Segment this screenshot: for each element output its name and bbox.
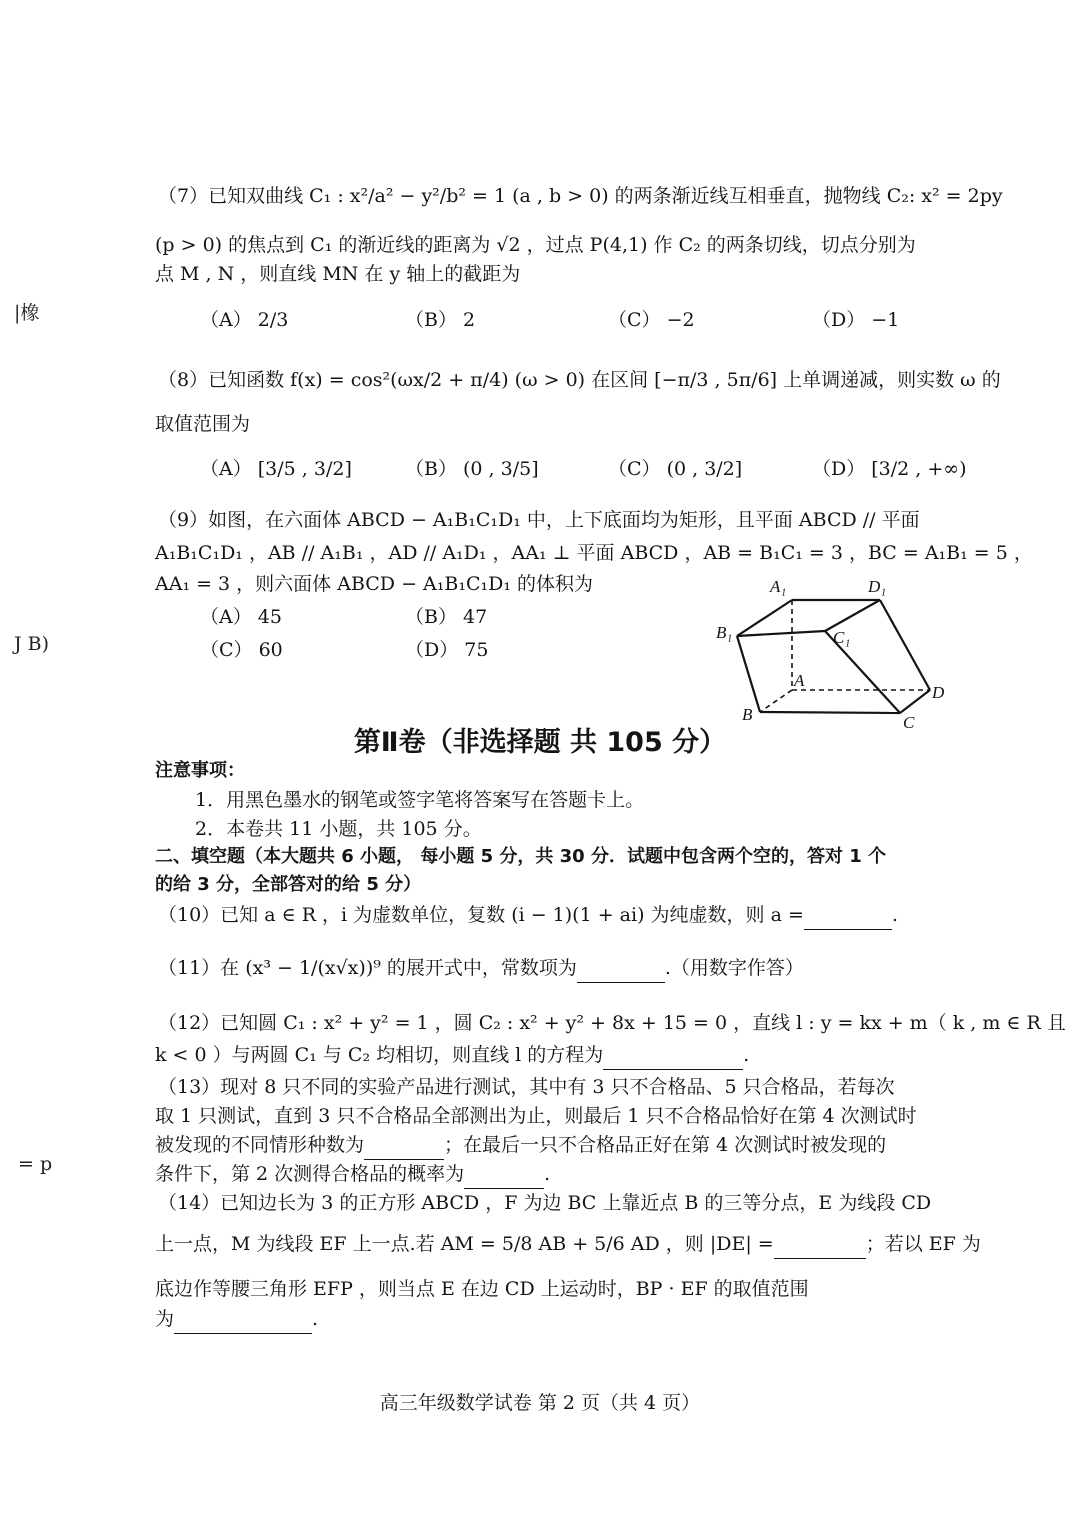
label-d: D xyxy=(932,683,945,702)
q9-line2: A₁B₁C₁D₁ ，AB // A₁B₁ ，AD // A₁D₁ ，AA₁ ⊥ 平面 ABCD ，AB = B₁C₁ = 3 ，BC = A₁B₁ = 5 ， xyxy=(155,542,1033,564)
margin-note-1: |橡 xyxy=(14,302,40,324)
q12-line2 xyxy=(155,1041,749,1070)
q9-choice-d: （D） 75 xyxy=(405,639,489,661)
q14-end: . xyxy=(312,1308,319,1330)
q8-choice-c: （C） (0 , 3/2] xyxy=(608,458,743,480)
label-a1: A₁ xyxy=(770,577,787,596)
label-d1: D₁ xyxy=(868,577,887,596)
notice-title: 注意事项： xyxy=(155,760,245,781)
q9-choice-c: （C） 60 xyxy=(200,639,283,661)
label-b: B xyxy=(742,705,753,724)
q12-end: . xyxy=(743,1044,750,1066)
q13-line1: （13）现对 8 只不同的实验产品进行测试，其中有 3 只不合格品、5 只合格品，若每次 xyxy=(158,1076,895,1098)
part2-title: 第Ⅱ卷（非选择题 共 105 分） xyxy=(353,727,727,758)
edge-b1-c1 xyxy=(737,631,825,636)
q14-line2a: 上一点，M 为线段 EF 上一点.若 AM = 5/8 AB + 5/6 AD ，则 |DE| = xyxy=(155,1233,774,1255)
q9-choice-a: （A） 45 xyxy=(200,606,282,628)
q8-line2: 取值范围为 xyxy=(155,413,251,435)
q7-line3: 点 M , N ，则直线 MN 在 y 轴上的截距为 xyxy=(155,263,521,285)
q14-line2b: ；若以 EF 为 xyxy=(865,1233,981,1255)
edge-b1-b xyxy=(737,636,760,712)
edge-d1-d xyxy=(880,600,930,690)
edge-a-b-hidden xyxy=(760,690,792,712)
q8-line1: （8）已知函数 f(x) = cos²(ωx/2 + π/4) (ω > 0) 在区间 [−π/3 , 5π/6] 上单调递减，则实数 ω 的 xyxy=(158,369,1001,391)
edge-b-c xyxy=(760,712,900,713)
q11-end: .（用数字作答） xyxy=(664,957,804,979)
section-heading-line1: 二、填空题（本大题共 6 小题， 每小题 5 分，共 30 分．试题中包含两个空的，答对 1 个 xyxy=(155,846,887,867)
label-c: C xyxy=(903,713,915,732)
q10-text: （10）已知 a ∈ R ，i 为虚数单位，复数 (i − 1)(1 + ai) 为纯虚数，则 a = xyxy=(158,904,804,926)
q7-line2: (p > 0) 的焦点到 C₁ 的渐近线的距离为 √2 ，过点 P(4,1) 作 C₂ 的两条切线，切点分别为 xyxy=(155,234,916,256)
notice-item-1: 1．用黑色墨水的钢笔或签字笔将答案写在答题卡上。 xyxy=(195,789,645,811)
q13-line4 xyxy=(155,1160,550,1189)
q10-answer-blank[interactable] xyxy=(804,901,892,930)
edge-a1-b1 xyxy=(737,600,792,636)
q13-answer-blank-2[interactable] xyxy=(464,1160,544,1189)
margin-note-3: = p xyxy=(18,1153,53,1175)
q7-line1: （7）已知双曲线 C₁ : x²/a² − y²/b² = 1 (a , b > 0) 的两条渐近线互相垂直，抛物线 C₂: x² = 2py xyxy=(158,185,1003,207)
q9-choice-b: （B） 47 xyxy=(405,606,488,628)
q13-end: . xyxy=(544,1163,551,1185)
q14-line4 xyxy=(155,1305,318,1334)
q10-line xyxy=(158,901,898,930)
q13-line2: 取 1 只测试，直到 3 只不合格品全部测出为止，则最后 1 只不合格品恰好在第 4 次测试时 xyxy=(155,1105,917,1127)
q13-answer-blank-1[interactable] xyxy=(364,1131,444,1160)
notice-item-2: 2．本卷共 11 小题，共 105 分。 xyxy=(195,818,482,840)
label-b1: B₁ xyxy=(716,623,733,642)
label-a: A xyxy=(794,671,805,690)
q7-choice-d: （D） −1 xyxy=(812,309,900,331)
q8-choice-a: （A） [3/5 , 3/2] xyxy=(200,458,352,480)
q14-answer-blank-2[interactable] xyxy=(174,1305,312,1334)
edge-c1-d1 xyxy=(825,600,880,631)
q14-line2 xyxy=(155,1230,981,1259)
page-footer: 高三年级数学试卷 第 2 页（共 4 页） xyxy=(379,1392,701,1414)
q13-line3b: ；在最后一只不合格品正好在第 4 次测试时被发现的 xyxy=(444,1134,887,1156)
q11-text: （11）在 (x³ − 1/(x√x))⁹ 的展开式中，常数项为 xyxy=(158,957,577,979)
q12-answer-blank[interactable] xyxy=(603,1041,743,1070)
q13-line3a: 被发现的不同情形种数为 xyxy=(155,1134,365,1156)
q14-line4a: 为 xyxy=(155,1308,175,1330)
q12-line1: （12）已知圆 C₁ : x² + y² = 1 ，圆 C₂ : x² + y² + 8x + 15 = 0 ，直线 l : y = kx + m（ k , m ∈ R 且 xyxy=(158,1012,1066,1034)
hexahedron-figure xyxy=(700,570,960,735)
q11-answer-blank[interactable] xyxy=(577,954,665,983)
q14-line1: （14）已知边长为 3 的正方形 ABCD ，F 为边 BC 上靠近点 B 的三等分点，E 为线段 CD xyxy=(158,1192,932,1214)
q10-end: . xyxy=(891,904,898,926)
q9-line3: AA₁ = 3 ，则六面体 ABCD − A₁B₁C₁D₁ 的体积为 xyxy=(155,573,593,595)
q8-choice-d: （D） [3/2 , +∞) xyxy=(812,458,967,480)
margin-note-2: J B) xyxy=(14,633,50,655)
section-heading-line2: 的给 3 分，全部答对的给 5 分） xyxy=(155,874,422,895)
q14-answer-blank-1[interactable] xyxy=(774,1230,866,1259)
edge-c-d xyxy=(900,690,930,713)
q13-line4a: 条件下，第 2 次测得合格品的概率为 xyxy=(155,1163,465,1185)
q14-line3: 底边作等腰三角形 EFP ，则当点 E 在边 CD 上运动时，BP · EF 的取值范围 xyxy=(155,1278,809,1300)
q13-line3 xyxy=(155,1131,886,1160)
q12-line2-text: k < 0 ）与两圆 C₁ 与 C₂ 均相切，则直线 l 的方程为 xyxy=(155,1044,604,1066)
q7-choice-c: （C） −2 xyxy=(608,309,695,331)
q9-line1: （9）如图，在六面体 ABCD − A₁B₁C₁D₁ 中，上下底面均为矩形，且平面 ABCD // 平面 xyxy=(158,509,920,531)
q7-choice-b: （B） 2 xyxy=(405,309,476,331)
q7-choice-a: （A） 2/3 xyxy=(200,309,289,331)
q8-choice-b: （B） (0 , 3/5] xyxy=(405,458,539,480)
label-c1: C₁ xyxy=(833,628,851,647)
q11-line xyxy=(158,954,804,983)
